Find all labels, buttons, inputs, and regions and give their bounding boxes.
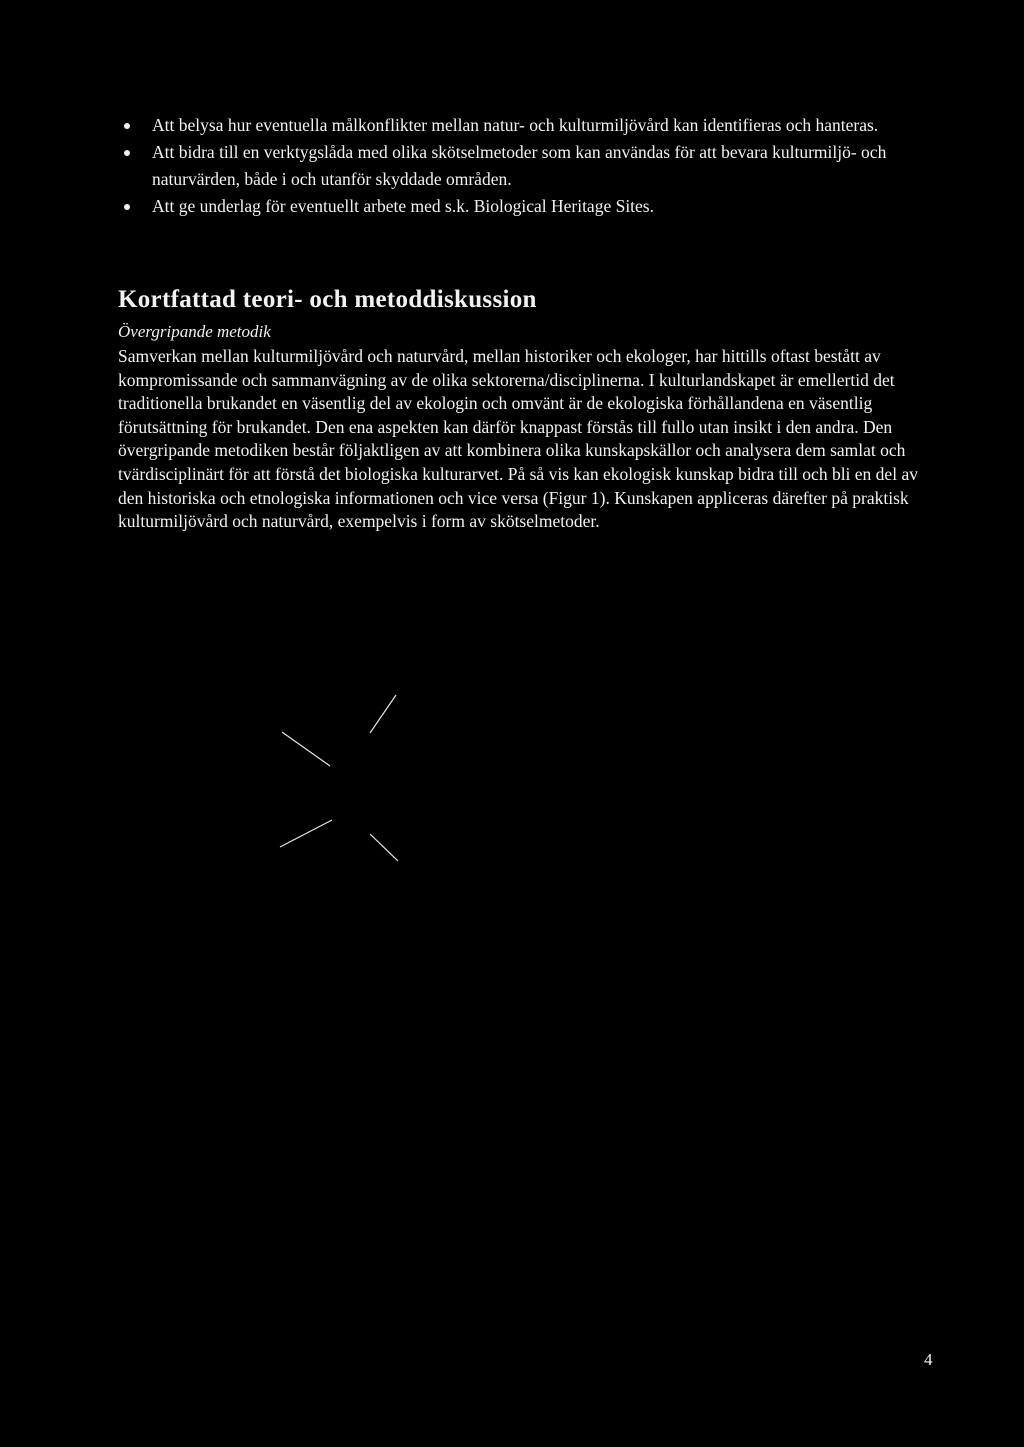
section-subheading: Övergripande metodik — [118, 322, 271, 341]
bullet-item — [118, 112, 938, 139]
bullet-text: Att ge underlag för eventuellt arbete med s.k. Biological Heritage Sites. — [152, 196, 654, 216]
bullet-text: Att bidra till en verktygslåda med olika skötselmetoder som kan användas för att bevara kulturmiljö- och naturvärden, både i och utanför skyddade områden. — [152, 142, 887, 189]
section-heading: Kortfattad teori- och metoddiskussion — [118, 286, 537, 313]
bullet-dot-icon — [124, 204, 130, 210]
bullet-dot-icon — [124, 123, 130, 129]
page-number: 4 — [924, 1350, 933, 1369]
bullet-dot-icon — [124, 150, 130, 156]
body-paragraph: Samverkan mellan kulturmiljövård och naturvård, mellan historiker och ekologer, har hittills oftast bestått av kompromissande och sammanvägning av de olika sektorerna/disciplinerna. I kulturlandskapet är emellertid det traditionella brukandet en väsentlig del av ekologin och omvänt är de ekologiska förhållandena en väsentlig förutsättning för brukandet. Den ena aspekten kan därför knappast förstås till fullo utan insikt i den andra. Den övergripande metodiken består följaktligen av att kombinera olika kunskapskällor och analysera dem samlat och tvärdisciplinärt för att förstå det biologiska kulturarvet. På så vis kan ekologisk kunskap bidra till och bli en del av den historiska och etnologiska informationen och vice versa (Figur 1). Kunskapen appliceras därefter på praktisk kulturmiljövård och naturvård, exempelvis i form av skötselmetoder. — [118, 346, 918, 532]
arrow-line-up-right-lower — [280, 820, 332, 847]
arrow-line-up-right — [370, 695, 396, 733]
arrow-line-down-right — [282, 732, 330, 766]
figure-arrows — [260, 680, 460, 880]
bullet-item — [118, 139, 938, 193]
bullet-list — [118, 112, 938, 220]
bullet-item — [118, 193, 938, 220]
arrow-line-down-right-lower — [370, 834, 398, 861]
bullet-text: Att belysa hur eventuella målkonflikter mellan natur- och kulturmiljövård kan identifieras och hanteras. — [152, 115, 879, 135]
